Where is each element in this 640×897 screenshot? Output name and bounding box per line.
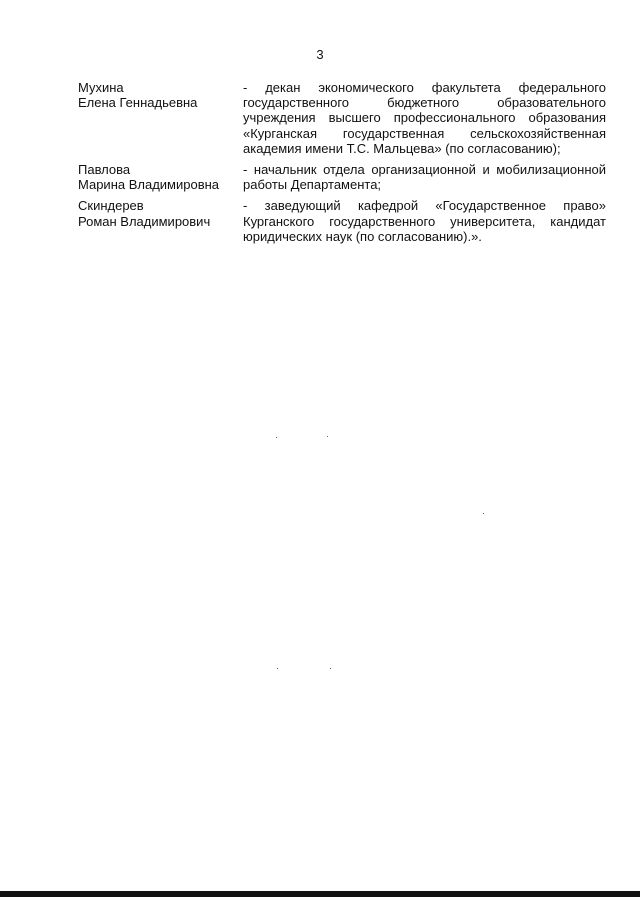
member-surname: Павлова (78, 162, 131, 178)
page-number: 3 (316, 47, 324, 62)
scan-speck (483, 513, 484, 514)
scan-speck (327, 436, 328, 437)
member-surname: Скиндерев (78, 198, 144, 214)
scan-speck (276, 437, 277, 438)
member-name (78, 198, 243, 244)
member-given-names: Роман Владимирович (78, 213, 211, 229)
member-row (78, 162, 606, 192)
member-position: - декан экономического факультета федерального государственного бюджетного образовательного учреждения высшего профессионального образования «Курганская государственная сельскохозяйственная академия имени Т.С. Мальцева» (по согласованию); (243, 80, 606, 156)
member-row (78, 80, 606, 156)
scan-bottom-edge (0, 891, 640, 897)
commission-members-list (78, 80, 606, 250)
member-position: - заведующий кафедрой «Государственное право» Курганского государственного университета, кандидат юридических наук (по согласованию).». (243, 198, 606, 244)
member-row (78, 198, 606, 244)
member-given-names: Елена Геннадьевна (78, 95, 198, 111)
member-name (78, 162, 243, 192)
member-position: - начальник отдела организационной и мобилизационной работы Департамента; (243, 162, 606, 193)
member-given-names: Марина Владимировна (78, 177, 220, 193)
scan-speck (330, 668, 331, 669)
scan-speck (277, 668, 278, 669)
member-name (78, 80, 243, 156)
member-surname: Мухина (78, 80, 124, 95)
